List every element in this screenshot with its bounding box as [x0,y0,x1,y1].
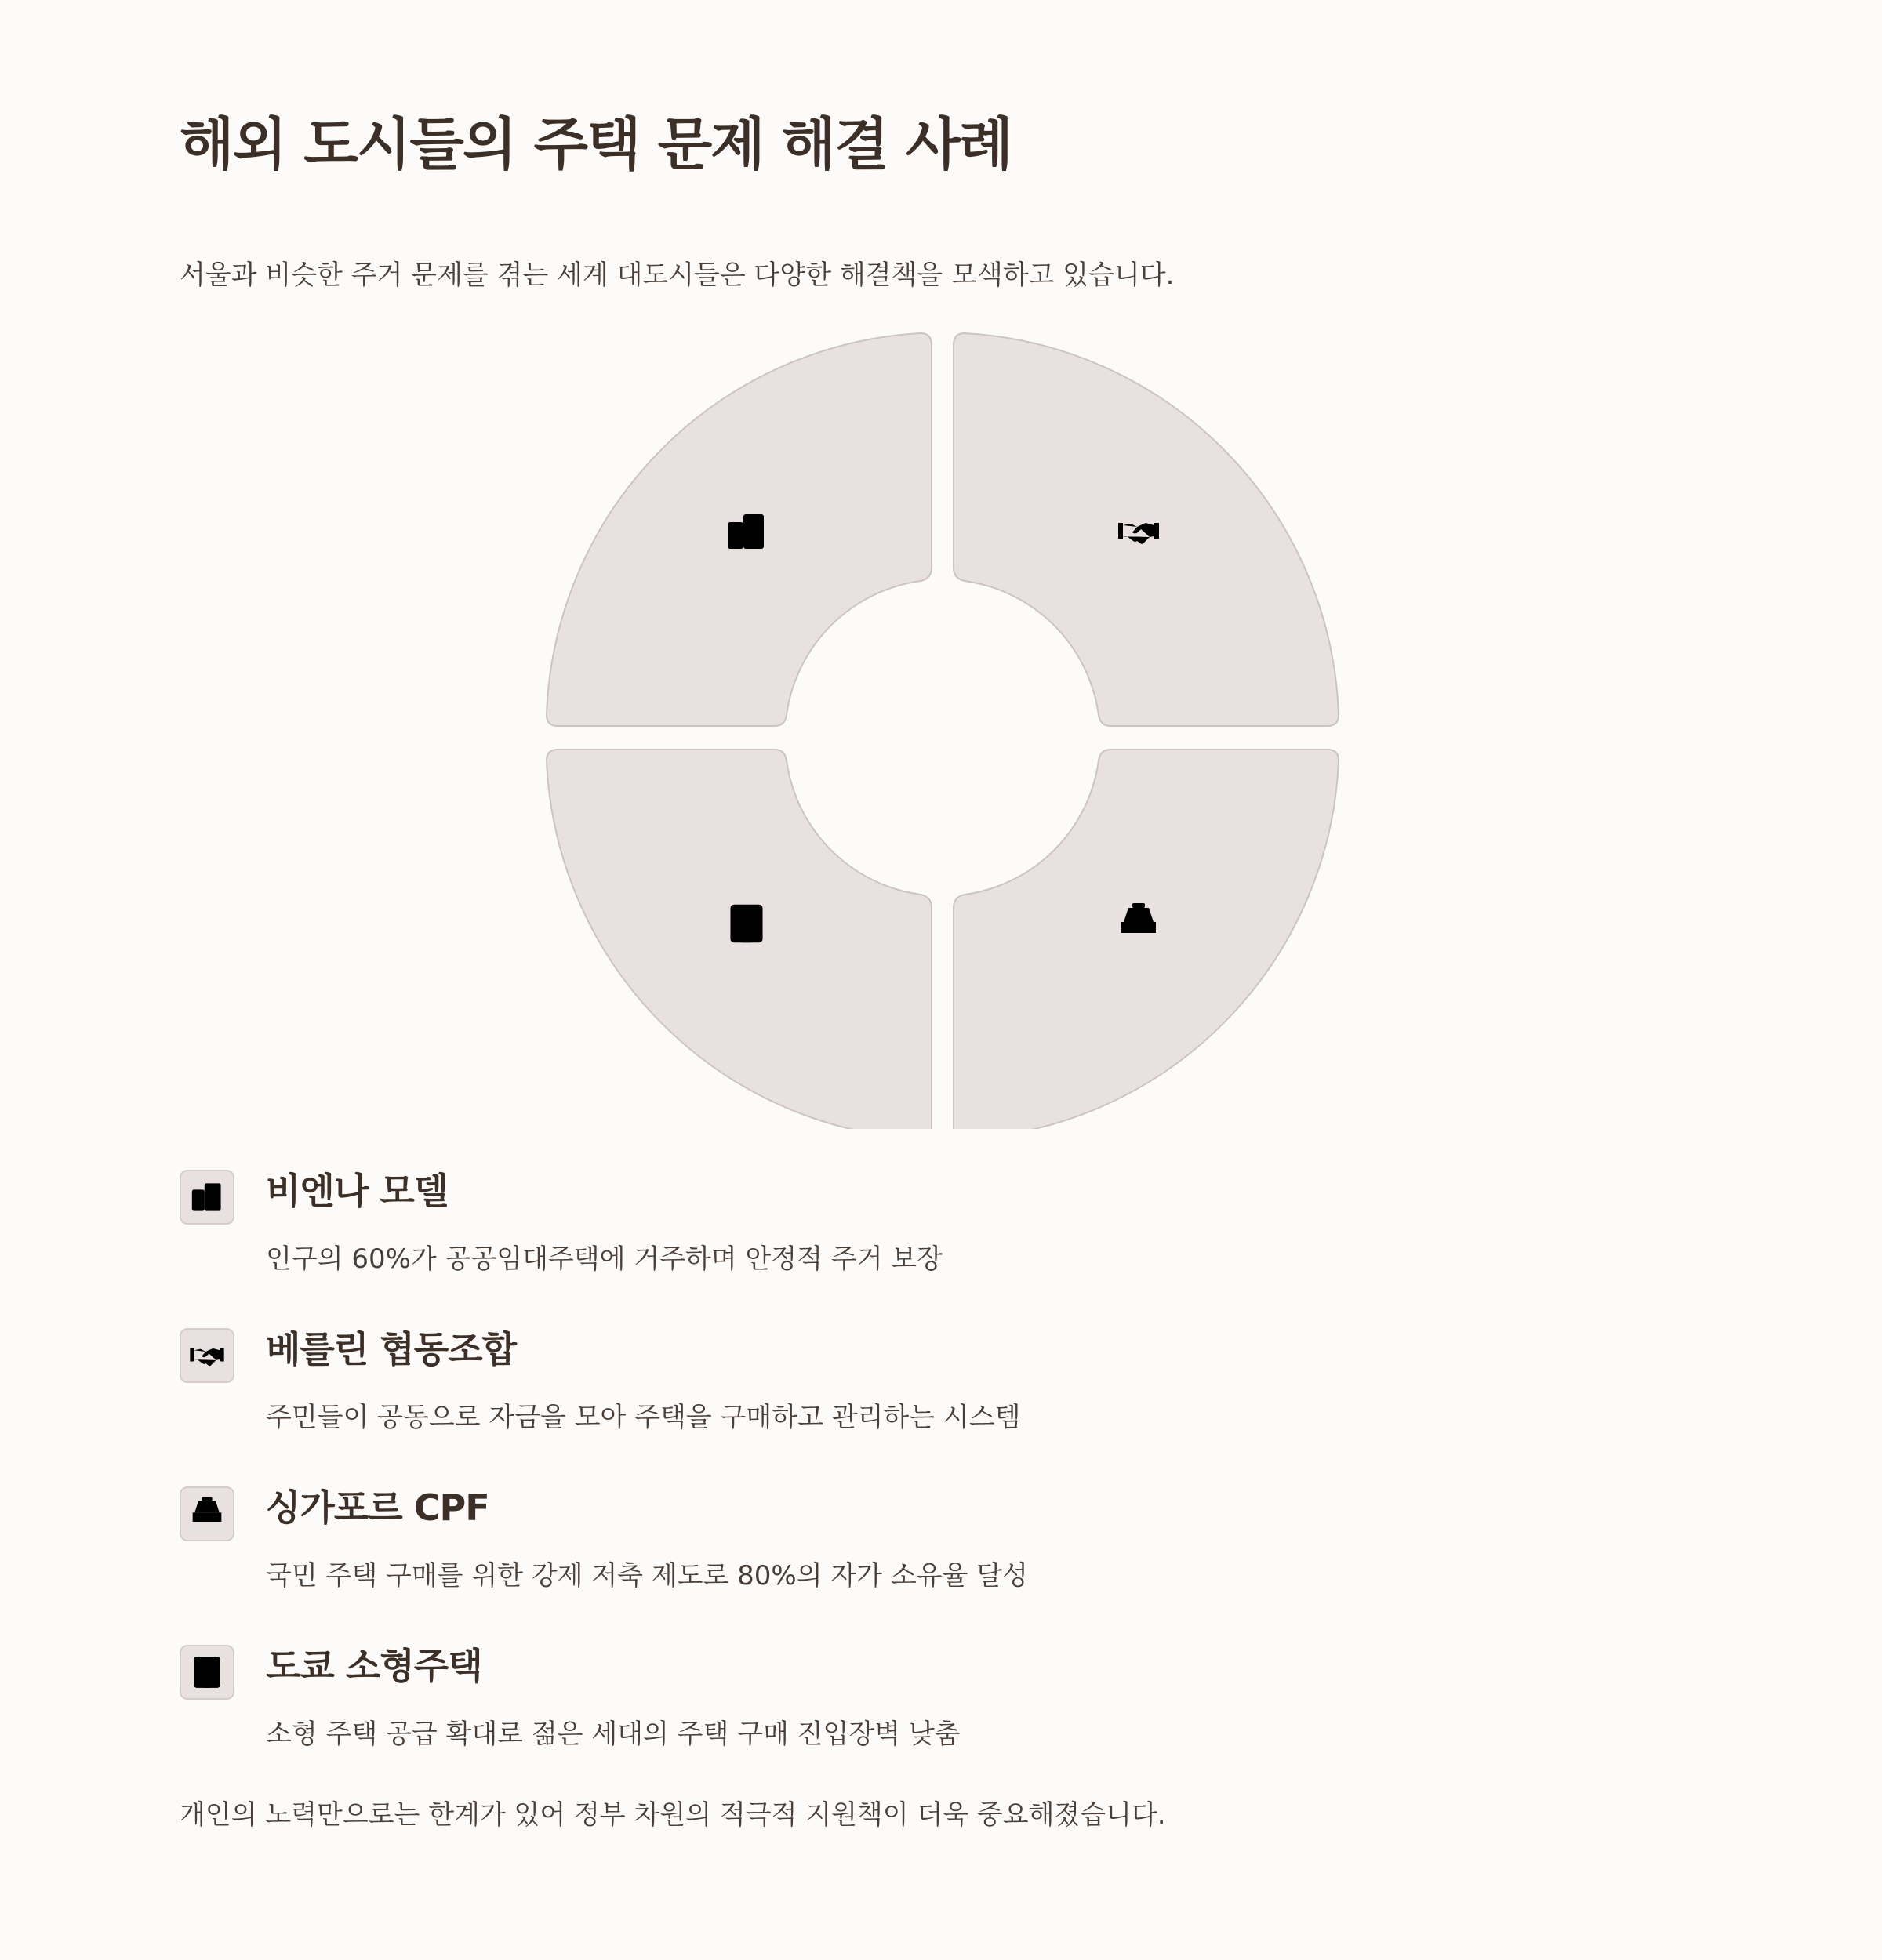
quadrant-bottom-left [547,750,932,1129]
list-item-berlin [180,1327,1591,1485]
intro-text: 서울과 비슷한 주거 문제를 겪는 세계 대도시들은 다양한 해결책을 모색하고 있습니다. [180,260,1175,291]
list-item-tokyo [180,1643,1591,1802]
quadrant-bottom-right [954,750,1339,1129]
case-list [180,1168,1591,1802]
ngo-building-icon [730,905,762,943]
handshake-icon [180,1328,234,1383]
item-title: 싱가포르 CPF [266,1486,489,1529]
buildings-icon [180,1170,234,1225]
item-description: 소형 주택 공급 확대로 젊은 세대의 주택 구매 진입장벽 낮춤 [266,1719,961,1750]
list-item-singapore [180,1485,1591,1643]
item-title: 베를린 협동조합 [266,1328,517,1370]
item-title: 비엔나 모델 [266,1170,449,1212]
ngo-building-icon [180,1645,234,1700]
item-description: 주민들이 공동으로 자금을 모아 주택을 구매하고 관리하는 시스템 [266,1402,1021,1433]
quadrant-top-left [547,333,932,726]
quadrant-diagram [541,329,1341,1129]
item-description: 인구의 60%가 공공임대주택에 거주하며 안정적 주거 보장 [266,1243,943,1275]
page-title: 해외 도시들의 주택 문제 해결 사례 [180,111,1012,177]
quadrant-top-right [954,333,1339,726]
conclusion-text: 개인의 노력만으로는 한계가 있어 정부 차원의 적극적 지원책이 더욱 중요해졌습니다. [180,1799,1166,1831]
item-title: 도쿄 소형주택 [266,1645,482,1687]
taxi-icon [180,1486,234,1541]
list-item-vienna [180,1168,1591,1327]
item-description: 국민 주택 구매를 위한 강제 저축 제도로 80%의 자가 소유율 달성 [266,1560,1028,1592]
